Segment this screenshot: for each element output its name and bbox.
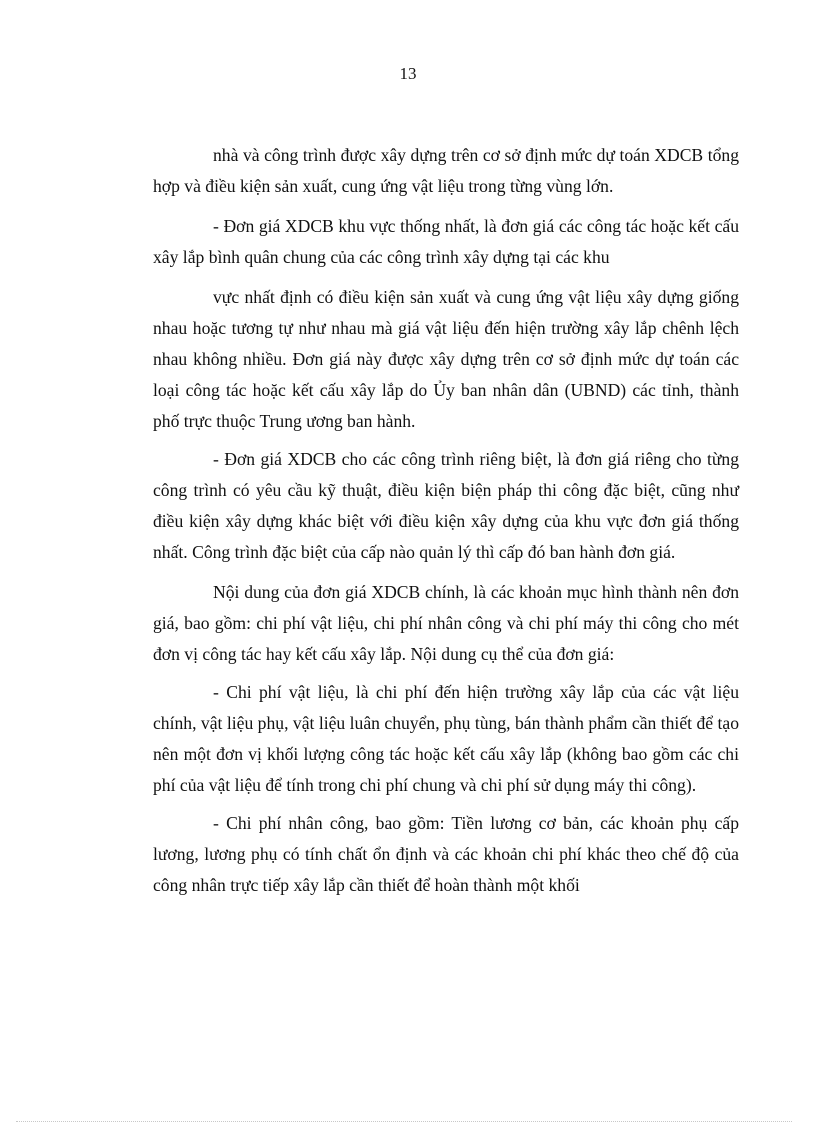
page-bottom-dotted-rule xyxy=(16,1121,792,1122)
page-number: 13 xyxy=(399,64,417,83)
paragraph-khuvuc-continuation: vực nhất định có điều kiện sản xuất và cung ứng vật liệu xây dựng giống nhau hoặc tương tự như nhau mà giá vật liệu đến hiện trường xây lắp chênh lệch nhau không nhiều. Đơn giá này được xây dựng trên cơ sở định mức dự toán các loại công tác hoặc kết cấu xây lắp do Ủy ban nhân dân (UBND) các tỉnh, thành phố trực thuộc Trung ương ban hành. xyxy=(153,287,739,431)
paragraph-chiphi-nhancong: - Chi phí nhân công, bao gồm: Tiền lương cơ bản, các khoản phụ cấp lương, lương phụ có tính chất ổn định và các khoản chi phí khác theo chế độ của công nhân trực tiếp xây lắp cần thiết để hoàn thành một khối xyxy=(153,813,739,895)
paragraph-continuation-dongia-tonghop: nhà và công trình được xây dựng trên cơ sở định mức dự toán XDCB tổng hợp và điều kiện sản xuất, cung ứng vật liệu trong từng vùng lớn. xyxy=(153,145,739,196)
document-body xyxy=(153,140,739,901)
paragraph-dongia-congtrinh-riengbiet: - Đơn giá XDCB cho các công trình riêng biệt, là đơn giá riêng cho từng công trình có yêu cầu kỹ thuật, điều kiện biện pháp thi công đặc biệt, cũng như điều kiện xây dựng khác biệt với điều kiện xây dựng của khu vực đơn giá thống nhất. Công trình đặc biệt của cấp nào quản lý thì cấp đó ban hành đơn giá. xyxy=(153,449,739,562)
paragraph-noidung-dongia: Nội dung của đơn giá XDCB chính, là các khoản mục hình thành nên đơn giá, bao gồm: chi phí vật liệu, chi phí nhân công và chi phí máy thi công cho mét đơn vị công tác hay kết cấu xây lắp. Nội dung cụ thể của đơn giá: xyxy=(153,582,739,664)
paragraph-chiphi-vatlieu: - Chi phí vật liệu, là chi phí đến hiện trường xây lắp của các vật liệu chính, vật liệu phụ, vật liệu luân chuyển, phụ tùng, bán thành phẩm cần thiết để tạo nên một đơn vị khối lượng công tác hoặc kết cấu xây lắp (không bao gồm các chi phí của vật liệu để tính trong chi phí chung và chi phí sử dụng máy thi công). xyxy=(153,682,739,795)
paragraph-dongia-khuvuc-thongnhat: - Đơn giá XDCB khu vực thống nhất, là đơn giá các công tác hoặc kết cấu xây lắp bình quân chung của các công trình xây dựng tại các khu xyxy=(153,216,739,267)
